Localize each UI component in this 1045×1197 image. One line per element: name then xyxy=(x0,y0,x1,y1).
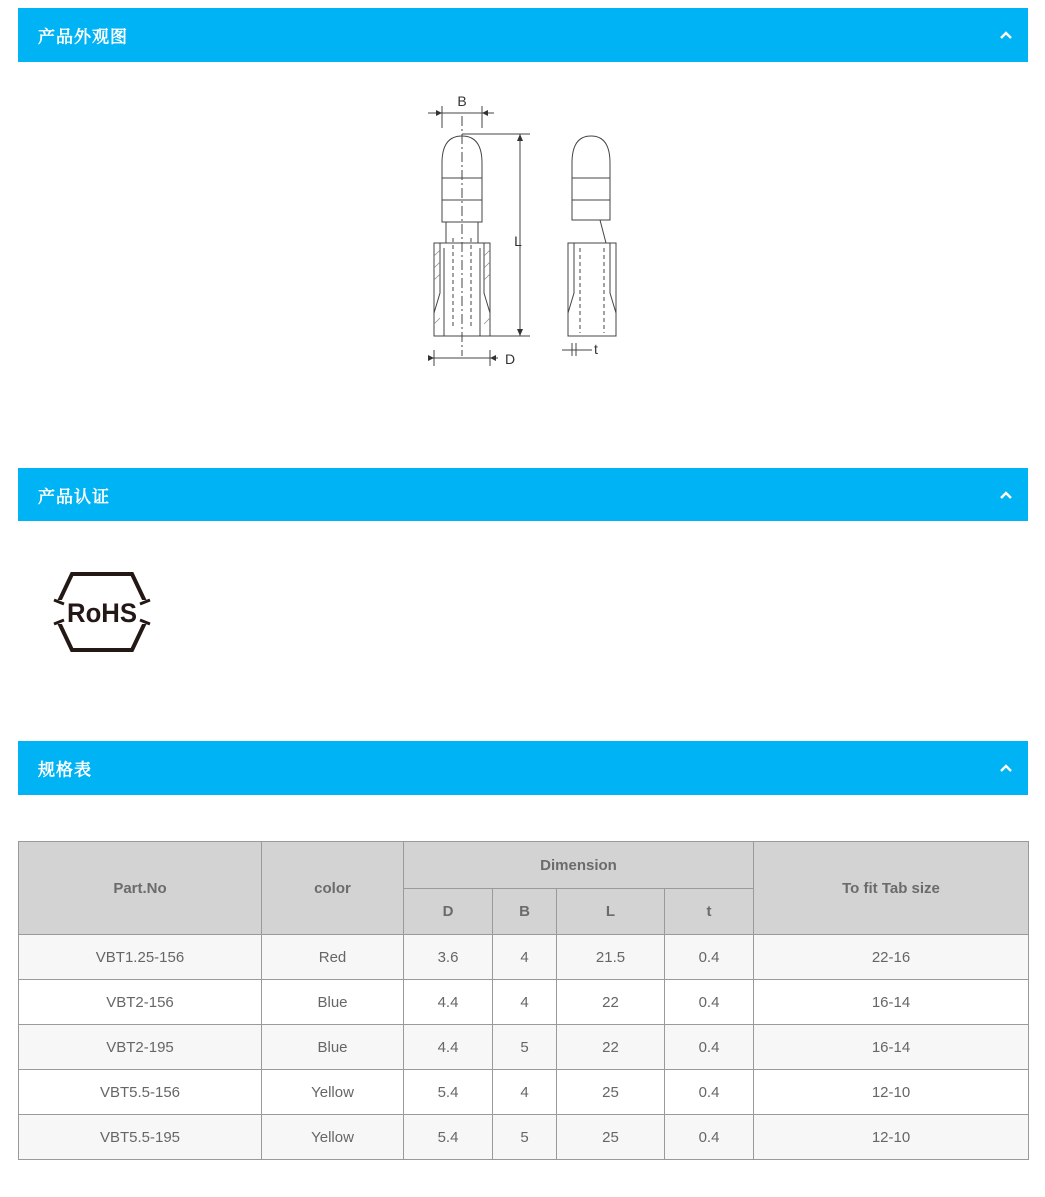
cell-l: 21.5 xyxy=(557,935,665,980)
cell-tab-size: 12-10 xyxy=(754,1070,1029,1115)
cell-part-no: VBT1.25-156 xyxy=(19,935,262,980)
rohs-logo xyxy=(50,570,154,654)
table-row xyxy=(19,1115,1029,1160)
header-t: t xyxy=(665,889,754,935)
table-row xyxy=(19,935,1029,980)
cell-b: 4 xyxy=(493,935,557,980)
section-header-spec[interactable] xyxy=(18,741,1028,795)
cell-color: Red xyxy=(262,935,404,980)
cell-tab-size: 16-14 xyxy=(754,980,1029,1025)
cell-d: 4.4 xyxy=(404,980,493,1025)
header-part-no: Part.No xyxy=(19,842,262,935)
header-color: color xyxy=(262,842,404,935)
section-title: 规格表 xyxy=(38,760,92,780)
table-row xyxy=(19,1025,1029,1070)
cell-color: Blue xyxy=(262,980,404,1025)
cell-d: 3.6 xyxy=(404,935,493,980)
chevron-up-icon[interactable] xyxy=(998,760,1014,776)
section-header-certification[interactable] xyxy=(18,468,1028,521)
cell-part-no: VBT2-195 xyxy=(19,1025,262,1070)
cell-l: 25 xyxy=(557,1115,665,1160)
header-l: L xyxy=(557,889,665,935)
cell-part-no: VBT5.5-195 xyxy=(19,1115,262,1160)
drawing-label-b: B xyxy=(457,93,467,109)
cell-tab-size: 22-16 xyxy=(754,935,1029,980)
cell-t: 0.4 xyxy=(665,1115,754,1160)
cell-part-no: VBT5.5-156 xyxy=(19,1070,262,1115)
table-row xyxy=(19,1070,1029,1115)
header-b: B xyxy=(493,889,557,935)
drawing-label-t: t xyxy=(594,341,598,357)
cell-color: Blue xyxy=(262,1025,404,1070)
rohs-text: RoHS xyxy=(67,598,137,628)
cell-t: 0.4 xyxy=(665,1025,754,1070)
section-header-appearance[interactable] xyxy=(18,8,1028,62)
cell-b: 5 xyxy=(493,1025,557,1070)
header-dimension: Dimension xyxy=(404,842,754,889)
cell-l: 22 xyxy=(557,980,665,1025)
spec-table xyxy=(18,841,1029,1160)
drawing-label-d: D xyxy=(504,351,516,367)
cell-tab-size: 12-10 xyxy=(754,1115,1029,1160)
cell-part-no: VBT2-156 xyxy=(19,980,262,1025)
header-tab-size: To fit Tab size xyxy=(754,842,1029,935)
product-drawing xyxy=(420,88,640,378)
cell-l: 22 xyxy=(557,1025,665,1070)
cell-d: 4.4 xyxy=(404,1025,493,1070)
cell-l: 25 xyxy=(557,1070,665,1115)
cell-color: Yellow xyxy=(262,1070,404,1115)
header-d: D xyxy=(404,889,493,935)
chevron-up-icon[interactable] xyxy=(998,27,1014,43)
cell-t: 0.4 xyxy=(665,980,754,1025)
cell-d: 5.4 xyxy=(404,1115,493,1160)
cell-b: 4 xyxy=(493,980,557,1025)
section-title: 产品外观图 xyxy=(38,27,128,47)
chevron-up-icon[interactable] xyxy=(998,487,1014,503)
cell-t: 0.4 xyxy=(665,1070,754,1115)
cell-b: 5 xyxy=(493,1115,557,1160)
cell-d: 5.4 xyxy=(404,1070,493,1115)
cell-color: Yellow xyxy=(262,1115,404,1160)
cell-tab-size: 16-14 xyxy=(754,1025,1029,1070)
cell-b: 4 xyxy=(493,1070,557,1115)
section-title: 产品认证 xyxy=(38,487,110,506)
drawing-label-l: L xyxy=(514,233,522,249)
cell-t: 0.4 xyxy=(665,935,754,980)
table-row xyxy=(19,980,1029,1025)
